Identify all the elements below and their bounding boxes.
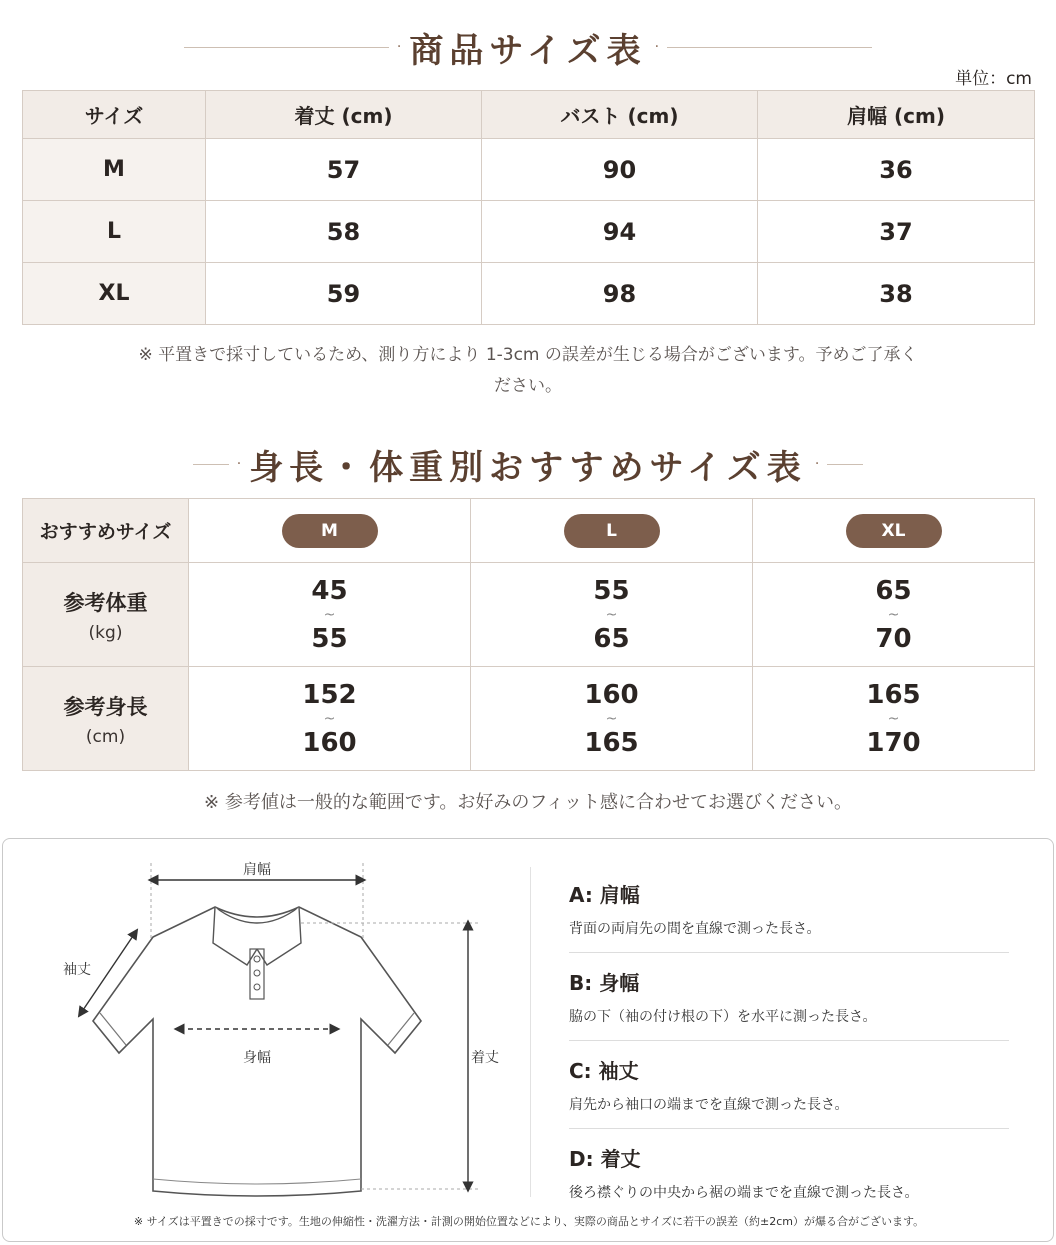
range-to: 55 xyxy=(311,623,348,654)
size-note-line2: ださい。 xyxy=(494,376,562,396)
range-tilde: ~ xyxy=(323,606,336,623)
measure-desc: 背面の両肩先の間を直線で測った長さ。 xyxy=(569,921,821,937)
height-cell xyxy=(753,667,1035,771)
title-dot: · xyxy=(654,39,660,55)
length-cell: 57 xyxy=(206,139,482,201)
range-from: 65 xyxy=(875,575,912,606)
range-from: 55 xyxy=(593,575,630,606)
size-table xyxy=(22,90,1035,325)
range-to: 65 xyxy=(593,623,630,654)
bust-cell: 90 xyxy=(482,139,758,201)
range-tilde: ~ xyxy=(605,606,618,623)
polo-shirt-illustration xyxy=(43,853,513,1213)
size-note xyxy=(40,340,1016,402)
list-item xyxy=(569,1055,1009,1129)
diagram-label-sleeve: 袖丈 xyxy=(63,962,91,978)
range-tilde: ~ xyxy=(887,606,900,623)
table-row xyxy=(23,563,1035,667)
weight-cell xyxy=(753,563,1035,667)
measure-title: C: 袖丈 xyxy=(569,1059,639,1083)
weight-cell xyxy=(189,563,471,667)
size-cell: M xyxy=(23,139,206,201)
shoulder-cell: 38 xyxy=(758,263,1035,325)
weight-label: 参考体重 xyxy=(63,590,148,615)
row-header-size: おすすめサイズ xyxy=(23,499,189,563)
size-chart-title-text: 商品サイズ表 xyxy=(409,30,647,71)
recommend-title xyxy=(0,440,1056,488)
measure-title: B: 身幅 xyxy=(569,971,640,995)
row-header-weight xyxy=(23,563,189,667)
size-chart-title xyxy=(0,24,1056,70)
range-to: 170 xyxy=(866,727,921,758)
size-pill-m: M xyxy=(282,514,378,548)
table-row xyxy=(23,139,1035,201)
title-dot: · xyxy=(814,456,820,472)
size-note-line1: ※ 平置きで採寸しているため、測り方により 1-3cm の誤差が生じる場合がございます。予めご了承く xyxy=(138,345,918,365)
table-row xyxy=(23,263,1035,325)
range-from: 165 xyxy=(866,679,921,710)
header-shoulder: 肩幅 (cm) xyxy=(758,91,1035,139)
list-item xyxy=(569,1143,1009,1216)
header-bust: バスト (cm) xyxy=(482,91,758,139)
title-dot: · xyxy=(396,39,402,55)
weight-unit: (kg) xyxy=(88,622,123,643)
measure-desc: 後ろ襟ぐりの中央から裾の端までを直線で測った長さ。 xyxy=(569,1185,919,1201)
range-tilde: ~ xyxy=(605,710,618,727)
range-to: 70 xyxy=(875,623,912,654)
length-cell: 59 xyxy=(206,263,482,325)
recommend-note: ※ 参考値は一般的な範囲です。お好みのフィット感に合わせてお選びください。 xyxy=(204,792,852,813)
recommend-title-text: 身長・体重別おすすめサイズ表 xyxy=(249,447,807,488)
weight-cell xyxy=(471,563,753,667)
range-from: 160 xyxy=(584,679,639,710)
range-to: 160 xyxy=(302,727,357,758)
height-cell xyxy=(471,667,753,771)
bust-cell: 94 xyxy=(482,201,758,263)
title-rule-left xyxy=(193,464,229,465)
range-from: 45 xyxy=(311,575,348,606)
shoulder-cell: 37 xyxy=(758,201,1035,263)
measurement-guide xyxy=(2,838,1054,1242)
title-dot: · xyxy=(236,456,242,472)
list-item xyxy=(569,967,1009,1041)
range-tilde: ~ xyxy=(323,710,336,727)
title-rule-left xyxy=(184,47,389,48)
title-rule-right xyxy=(827,464,863,465)
height-label: 参考身長 xyxy=(63,694,148,719)
header-size: サイズ xyxy=(23,91,206,139)
diagram-label-chest: 身幅 xyxy=(243,1050,271,1066)
guide-footnote: ※ サイズは平置きでの採寸です。生地の伸縮性・洗濯方法・計測の開始位置などにより、実際の商品とサイズに若干の誤差（約±2cm）が爆る合がございます。 xyxy=(133,1215,925,1228)
size-pill-l: L xyxy=(564,514,660,548)
range-tilde: ~ xyxy=(887,710,900,727)
table-row xyxy=(23,667,1035,771)
measure-title: D: 着丈 xyxy=(569,1147,641,1171)
height-unit: (cm) xyxy=(85,726,126,747)
size-cell: XL xyxy=(23,263,206,325)
row-header-height xyxy=(23,667,189,771)
height-cell xyxy=(189,667,471,771)
table-row xyxy=(23,201,1035,263)
recommend-table xyxy=(22,498,1035,771)
header-length: 着丈 (cm) xyxy=(206,91,482,139)
bust-cell: 98 xyxy=(482,263,758,325)
size-table-header xyxy=(23,91,1035,139)
shoulder-cell: 36 xyxy=(758,139,1035,201)
length-cell: 58 xyxy=(206,201,482,263)
diagram-label-length: 着丈 xyxy=(471,1050,499,1066)
diagram-label-shoulder: 肩幅 xyxy=(243,862,271,878)
measurement-list xyxy=(569,879,1009,1230)
shirt-diagram xyxy=(43,853,513,1217)
guide-divider xyxy=(530,867,531,1197)
title-rule-right xyxy=(667,47,872,48)
range-to: 165 xyxy=(584,727,639,758)
unit-label: 単位：cm xyxy=(955,69,1032,89)
list-item xyxy=(569,879,1009,953)
measure-title: A: 肩幅 xyxy=(569,883,640,907)
range-from: 152 xyxy=(302,679,357,710)
size-cell: L xyxy=(23,201,206,263)
measure-desc: 脇の下（袖の付け根の下）を水平に測った長さ。 xyxy=(569,1009,877,1025)
table-row xyxy=(23,499,1035,563)
measure-desc: 肩先から袖口の端までを直線で測った長さ。 xyxy=(569,1097,849,1113)
size-pill-xl: XL xyxy=(846,514,942,548)
